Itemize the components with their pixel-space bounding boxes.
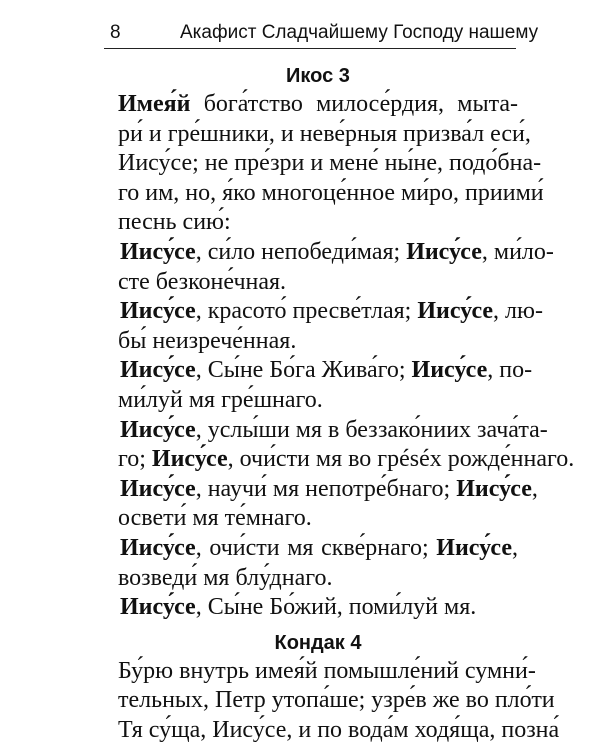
running-header [104,18,539,49]
invocation-line: Иису́се, очи́сти мя скве́рнаго; Иису́се, [120,534,518,561]
text-line: песнь сию́: [118,209,231,236]
text-line: Иису́се; не пре́зри и мене́ ны́не, подо́бна- [118,150,542,177]
invocation-line: Иису́се, научи́ мя непотре́бнаго; Иису́се, [120,475,538,502]
text-line [118,90,518,120]
text-line: сте безконе́чная. [118,268,287,295]
text-block [118,62,575,745]
text-line: го; Иису́се, очи́сти мя во грéséх рожде́ннаго. [118,446,575,473]
text-line: Имея́й бога́тство милосе́рдия, мыта- [118,91,518,117]
invocation-line: Иису́се, Сы́не Бо́га Жива́го; Иису́се, по- [120,357,533,384]
section-heading-ikos-3: Икос 3 [286,65,350,87]
text-line: освети́ мя те́мнаго. [118,505,312,532]
text-line: бы́ неизрече́нная. [118,327,297,354]
text-line: возведи́ мя блу́днаго. [118,564,333,591]
text-line: тельных, Петр утопа́ше; узре́в же во пло́ти [118,687,555,714]
section-heading-kondak-4: Кондак 4 [274,631,362,654]
page-number: 8 [110,22,121,43]
text-line: Тя су́ща, Иису́се, и по вода́м ходя́ща, позна́ [118,716,560,743]
invocation-line: Иису́се, услы́ши мя в беззако́ниих зача́та- [120,416,548,443]
invocation-line: Иису́се, красото́ пресве́тлая; Иису́се, лю- [120,298,543,325]
running-header-title: Акафист Сладчайшему Господу нашему [180,22,539,43]
text-line: ри́ и гре́шники, и неве́рныя призва́л еси́, [118,120,531,147]
text-line: Бу́рю внутрь имея́й помышле́ний сумни́- [118,657,536,684]
text-line: ми́луй мя гре́шнаго. [118,386,323,413]
invocation-line: Иису́се, си́ло непобеди́мая; Иису́се, ми́ло- [120,238,554,265]
text-line: го им, но, я́ко многоце́нное ми́ро, приими́ [118,179,544,206]
invocation-line: Иису́се, Сы́не Бо́жий, поми́луй мя. [120,594,477,621]
